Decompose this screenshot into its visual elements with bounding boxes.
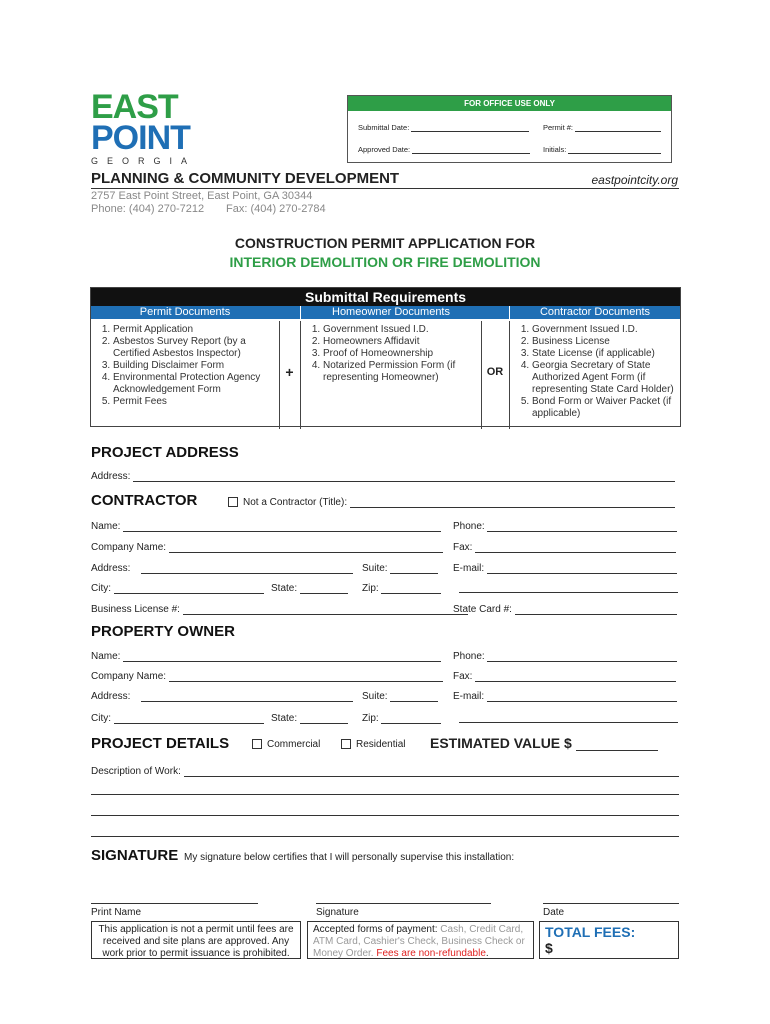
owner-city-field[interactable]: City: <box>91 712 264 724</box>
signature-line[interactable] <box>316 903 491 904</box>
owner-state-field[interactable]: State: <box>271 712 348 724</box>
list-item: 4. Georgia Secretary of State Authorized Agent Form (if representing State Card Holder) <box>532 360 680 396</box>
permit-notice-box <box>91 921 301 959</box>
property-owner-heading: PROPERTY OWNER <box>91 623 235 640</box>
description-field[interactable]: Description of Work: <box>91 765 679 777</box>
contractor-documents-list <box>509 321 680 429</box>
business-license-field[interactable]: Business License #: <box>91 603 468 615</box>
header-divider <box>91 188 679 189</box>
owner-zip-field[interactable]: Zip: <box>362 712 441 724</box>
owner-name-field[interactable]: Name: <box>91 650 441 662</box>
department-address: 2757 East Point Street, East Point, GA 30344 <box>91 190 313 202</box>
signature-label: Signature <box>316 907 359 918</box>
contractor-documents-header: Contractor Documents <box>509 306 680 319</box>
plus-symbol: + <box>285 364 294 380</box>
east-point-logo <box>91 88 201 166</box>
submittal-date-field[interactable]: Submittal Date: <box>358 123 529 132</box>
list-item: 2. Homeowners Affidavit <box>323 336 481 348</box>
submittal-requirements-table <box>90 287 681 427</box>
contractor-heading: CONTRACTOR <box>91 492 198 509</box>
owner-email-field[interactable]: E-mail: <box>453 690 677 702</box>
website-link[interactable]: eastpointcity.org <box>591 173 678 187</box>
department-title: PLANNING & COMMUNITY DEVELOPMENT <box>91 170 400 187</box>
owner-extra-line[interactable] <box>459 722 678 723</box>
contractor-phone-field[interactable]: Phone: <box>453 520 677 532</box>
list-item: 3. Building Disclaimer Form <box>113 360 279 372</box>
office-use-header: FOR OFFICE USE ONLY <box>348 96 671 111</box>
list-item: 3. Proof of Homeownership <box>323 348 481 360</box>
homeowner-documents-list <box>300 321 482 429</box>
approved-date-field[interactable]: Approved Date: <box>358 145 530 154</box>
description-line[interactable] <box>91 815 679 816</box>
total-fees-label: TOTAL FEES: <box>545 924 636 940</box>
office-use-box <box>347 95 672 163</box>
list-item: 2. Business License <box>532 336 680 348</box>
form-title: CONSTRUCTION PERMIT APPLICATION FOR <box>234 235 536 251</box>
owner-suite-field[interactable]: Suite: <box>362 690 438 702</box>
owner-address-field[interactable]: Address: <box>91 690 353 702</box>
requirements-title: Submittal Requirements <box>91 288 680 306</box>
contractor-city-field[interactable]: City: <box>91 582 264 594</box>
contractor-name-field[interactable]: Name: <box>91 520 441 532</box>
payment-methods: Cash, Credit Card, ATM Card, Cashier's Check, Business Check or Money Order. <box>313 924 525 959</box>
list-item: 1. Government Issued I.D. <box>323 324 481 336</box>
commercial-checkbox[interactable]: Commercial <box>252 739 320 750</box>
logo-georgia: GEORGIA <box>91 156 197 166</box>
print-name-line[interactable] <box>91 903 258 904</box>
logo-east: EAST <box>91 88 178 126</box>
contractor-extra-line[interactable] <box>459 592 678 593</box>
list-item: 2. Asbestos Survey Report (by a Certified Asbestos Inspector) <box>113 336 279 360</box>
project-address-heading: PROJECT ADDRESS <box>91 444 239 461</box>
homeowner-documents-header: Homeowner Documents <box>300 306 481 319</box>
list-item: 5. Permit Fees <box>113 396 279 408</box>
description-line[interactable] <box>91 836 679 837</box>
form-subtitle: INTERIOR DEMOLITION OR FIRE DEMOLITION <box>229 254 541 270</box>
list-item: 1. Permit Application <box>113 324 279 336</box>
contractor-zip-field[interactable]: Zip: <box>362 582 441 594</box>
permit-number-field[interactable]: Permit #: <box>543 123 661 132</box>
or-separator: OR <box>486 366 504 378</box>
state-card-field[interactable]: State Card #: <box>453 603 677 615</box>
list-item: 5. Bond Form or Waiver Packet (if applicable) <box>532 396 680 420</box>
contractor-suite-field[interactable]: Suite: <box>362 562 438 574</box>
residential-checkbox[interactable]: Residential <box>341 739 405 750</box>
list-item: 4. Environmental Protection Agency Acknowledgement Form <box>113 372 279 396</box>
date-label: Date <box>543 907 565 918</box>
permit-documents-header: Permit Documents <box>91 306 279 319</box>
logo-point: POINT <box>91 119 190 157</box>
payment-info-box: Accepted forms of payment: Cash, Credit Card, ATM Card, Cashier's Check, Business Check or Money Order. Fees are non-refundable. <box>307 921 534 959</box>
description-line[interactable] <box>91 794 679 795</box>
permit-notice-text: This application is not a permit until fees are received and site plans are approved. Any work prior to permit issuance is prohibited. <box>98 924 294 959</box>
project-details-heading: PROJECT DETAILS <box>91 735 230 752</box>
list-item: 1. Government Issued I.D. <box>532 324 680 336</box>
estimated-value-field[interactable]: ESTIMATED VALUE $ <box>430 735 658 751</box>
owner-fax-field[interactable]: Fax: <box>453 670 676 682</box>
date-line[interactable] <box>543 903 679 904</box>
permit-documents-list <box>91 321 280 429</box>
total-fees-box <box>539 921 679 959</box>
list-item: 4. Notarized Permission Form (if representing Homeowner) <box>323 360 481 384</box>
signature-heading: SIGNATURE <box>91 847 179 864</box>
department-phone: Phone: (404) 270-7212 <box>91 203 205 215</box>
contractor-company-field[interactable]: Company Name: <box>91 541 443 553</box>
not-contractor-checkbox[interactable]: Not a Contractor (Title): <box>228 496 675 508</box>
list-item: 3. State License (if applicable) <box>532 348 680 360</box>
contractor-state-field[interactable]: State: <box>271 582 348 594</box>
initials-field[interactable]: Initials: <box>543 145 661 154</box>
contractor-fax-field[interactable]: Fax: <box>453 541 676 553</box>
signature-statement: My signature below certifies that I will personally supervise this installation: <box>184 852 515 863</box>
contractor-email-field[interactable]: E-mail: <box>453 562 677 574</box>
owner-company-field[interactable]: Company Name: <box>91 670 443 682</box>
payment-label: Accepted forms of payment: <box>313 924 438 935</box>
print-name-label: Print Name <box>91 907 142 918</box>
owner-phone-field[interactable]: Phone: <box>453 650 677 662</box>
non-refundable-note: Fees are non-refundable <box>376 948 486 959</box>
department-fax: Fax: (404) 270-2784 <box>226 203 326 215</box>
total-fees-dollar: $ <box>545 940 553 956</box>
project-address-field[interactable]: Address: <box>91 470 675 482</box>
contractor-address-field[interactable]: Address: <box>91 562 353 574</box>
